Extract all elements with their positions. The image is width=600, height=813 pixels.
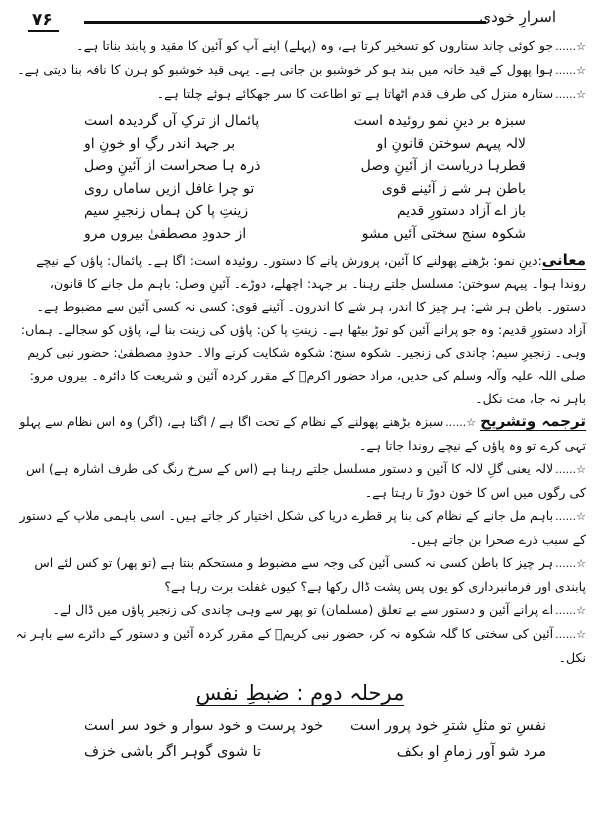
star-marker-icon: ☆...... <box>555 88 586 101</box>
couplet: شکوہ سنج سختی آئیں مشو از حدودِ مصطفیٰ بیروں مرو <box>84 225 526 242</box>
commentary-item: ☆......آئین کی سختی کا گلہ شکوہ نہ کر، حضور نبی کریمؐ کے مقرر کردہ آئین و دستور کے دائرے سے باہر نہ نکل۔ <box>15 626 586 665</box>
meanings-paragraph: معانی:دینِ نمو: بڑھنے پھولنے کا آئین، پرورش پانے کا دستور۔ روئیدہ است: اگا ہے۔ پائمال: پاؤں کے نیچے روندا ہوا۔ پیہم سوختن: مسلسل جلتے رہنا۔ بر جہد: اچھلے، دوڑے۔ آئینِ وصل: باہم مل جانے کا قانون، دستور۔ باطن ہر شے: ہر چیز کا اندر، ہر شے کا اندرون۔ آئینے قوی: کسی نہ کسی آئین سے مضبوط ہے۔ آزاد دستورِ قدیم: وہ جو پرانے آئین کو توڑ بیٹھا ہے۔ زینتِ پا کن: پاؤں کی زینت بنا لے، پاؤں کو سجالے۔ ہماں: وہی۔ زنجیرِ سیم: چاندی کی زنجیر۔ شکوہ سنج: شکوہ شکایت کرنے والا۔ حدودِ مصطفیٰ: حضور نبی کریم صلی اللہ علیہ وآلہ وسلم کی حدیں، مراد حضور اکرمؐ کے مقرر کردہ آئین و شریعت کا دائرہ۔ بیروں مرو: باہر نہ جا، مت نکل۔ <box>20 251 586 406</box>
commentary-item: ☆......باہم مل جانے کے نظام کی بنا پر قطرے دریا کی شکل اختیار کر جاتے ہیں۔ اسی باہمی ملاپ کے دستور کے سبب ذرے صحرا بن جاتے ہیں۔ <box>19 508 586 547</box>
header-rule <box>84 21 486 24</box>
commentary-item: ☆......لالہ یعنی گلِ لالہ کا آئین و دستور مسلسل جلتے رہنا ہے (اس کے سرخ رنگ کی طرف اشارہ ہے) اس کی رگوں میں اس کا خون دوڑ تا رہتا ہے۔ <box>26 461 586 500</box>
couplet: باز اے آزاد دستورِ قدیم زینتِ پا کن ہماں زنجیرِ سیم <box>84 203 526 219</box>
couplet: سبزہ بر دینِ نمو روئیدہ است پائمال از ترکِ آں گردیدہ است <box>84 113 526 129</box>
meanings-block <box>14 249 586 410</box>
star-marker-icon: ☆...... <box>555 510 586 523</box>
intro-line: ☆......ستارہ منزل کی طرف قدم اٹھاتا ہے تو اطاعت کا سر جھکائے ہوئے چلتا ہے۔ <box>156 86 586 101</box>
commentary-item: ☆......ہر چیز کا باطن کسی نہ کسی آئین کی وجہ سے مضبوط و مستحکم بنتا ہے (تو پھر) تو کس لئے اس پابندی اور فرمانبرداری کو یوں پس پشت ڈال رکھا ہے؟ کیوں غفلت برت رہا ہے؟ <box>34 555 586 594</box>
commentary-item: ترجمہ وتشریح ☆......سبزہ بڑھنے پھولنے کے نظام کے تحت اگا ہے / اگتا ہے، (اگر) وہ اس نظام سے پہلو تہی کرے تو وہ پاؤں کے نیچے روندا جاتا ہے۔ <box>19 412 586 453</box>
couplet: باطن ہر شے ز آئینے قوی تو چرا غافل ازیں ساماں روی <box>84 180 526 197</box>
couplet: مرد شو آور زمامِ او بکف تا شوی گوہر اگر باشی خزف <box>84 744 546 760</box>
star-marker-icon: ☆...... <box>555 463 586 476</box>
intro-line: ☆......ہوا پھول کے قید خانہ میں بند ہو کر خوشبو بن جاتی ہے۔ یہی قید خوشبو کو ہرن کا نافہ بنا دیتی ہے۔ <box>17 62 586 77</box>
intro-line: ☆......جو کوئی چاند ستاروں کو تسخیر کرتا ہے، وہ (پہلے) اپنے آپ کو آئین کا مقید و پابند بناتا ہے۔ <box>76 38 586 53</box>
star-marker-icon: ☆...... <box>555 40 586 53</box>
star-marker-icon: ☆...... <box>445 416 477 429</box>
meanings-heading: معانی <box>541 251 586 269</box>
star-marker-icon: ☆...... <box>555 557 586 570</box>
star-marker-icon: ☆...... <box>555 628 586 641</box>
commentary-item: ☆......اے پرانے آئین و دستور سے بے تعلق (مسلمان) تو پھر سے وہی چاندی کی زنجیر پاؤں میں ڈال لے۔ <box>52 602 586 617</box>
star-marker-icon: ☆...... <box>555 64 586 77</box>
intro-block <box>14 34 586 106</box>
commentary-block <box>14 410 586 669</box>
couplet: لالہ پیہم سوختن قانونِ او بر جہد اندر رگِ او خونِ او <box>84 135 526 152</box>
section-title: مرحلہ دوم : ضبطِ نفس <box>195 681 405 705</box>
couplet: قطرہا دریاست از آئینِ وصل ذرہ ہا صحراست از آئینِ وصل <box>84 158 526 174</box>
page-header <box>14 8 586 34</box>
star-marker-icon: ☆...... <box>555 604 586 617</box>
commentary-heading: ترجمہ وتشریح <box>480 412 586 430</box>
running-title: اسرارِ خودی <box>479 8 556 26</box>
page-number: ۷۶ <box>32 10 53 30</box>
persian-couplets <box>14 110 586 245</box>
section-couplets <box>14 713 586 765</box>
couplet: نفسِ تو مثلِ شترِ خود پرور است خود پرست و خود سوار و خود سر است <box>84 718 546 734</box>
